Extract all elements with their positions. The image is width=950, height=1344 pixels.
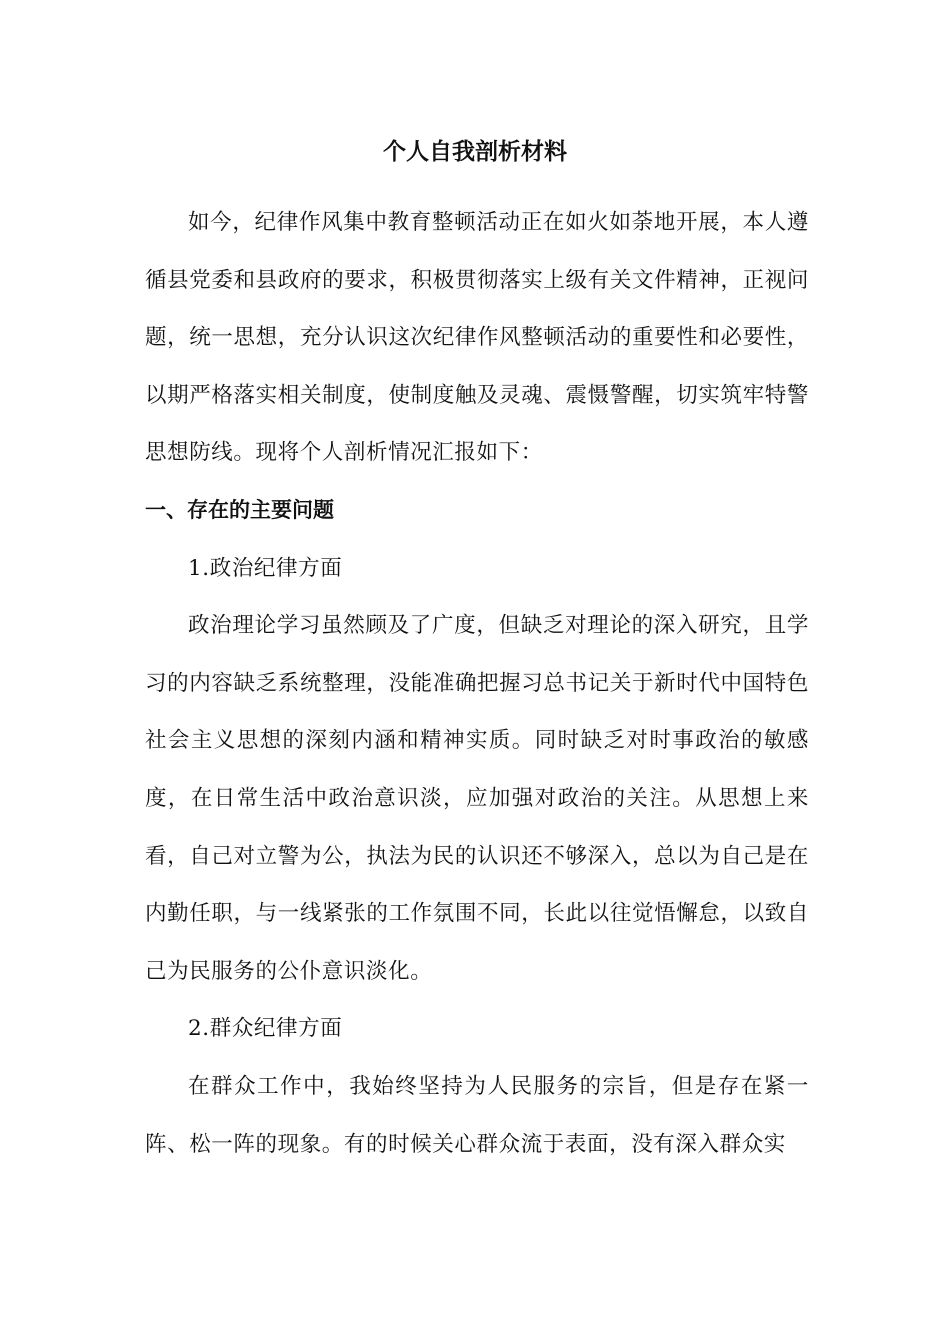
intro-paragraph: 如今，纪律作风集中教育整顿活动正在如火如荼地开展，本人遵循县党委和县政府的要求，积极贯彻落实上级有关文件精神，正视问题，统一思想，充分认识这次纪律作风整顿活动的重要性和必要性，以期严格落实相关制度，使制度触及灵魂、震慑警醒，切实筑牢特警思想防线。现将个人剖析情况汇报如下：: [145, 210, 809, 466]
section-heading-main-problems: 一、存在的主要问题: [145, 497, 334, 522]
document-body: [145, 194, 809, 1173]
political-discipline-paragraph: 政治理论学习虽然顾及了广度，但缺乏对理论的深入研究，且学习的内容缺乏系统整理，没能准确把握习总书记关于新时代中国特色社会主义思想的深刻内涵和精神实质。同时缺乏对时事政治的敏感度，在日常生活中政治意识淡，应加强对政治的关注。从思想上来看，自己对立警为公，执法为民的认识还不够深入，总以为自己是在内勤任职，与一线紧张的工作氛围不同，长此以往觉悟懈怠，以致自己为民服务的公仆意识淡化。: [145, 613, 809, 984]
document-title: 个人自我剖析材料: [383, 139, 567, 165]
subheading-political-discipline: 1.政治纪律方面: [188, 555, 343, 581]
subheading-mass-discipline: 2.群众纪律方面: [188, 1016, 343, 1042]
mass-discipline-paragraph: 在群众工作中，我始终坚持为人民服务的宗旨，但是存在紧一阵、松一阵的现象。有的时候关心群众流于表面，没有深入群众实: [145, 1073, 809, 1157]
